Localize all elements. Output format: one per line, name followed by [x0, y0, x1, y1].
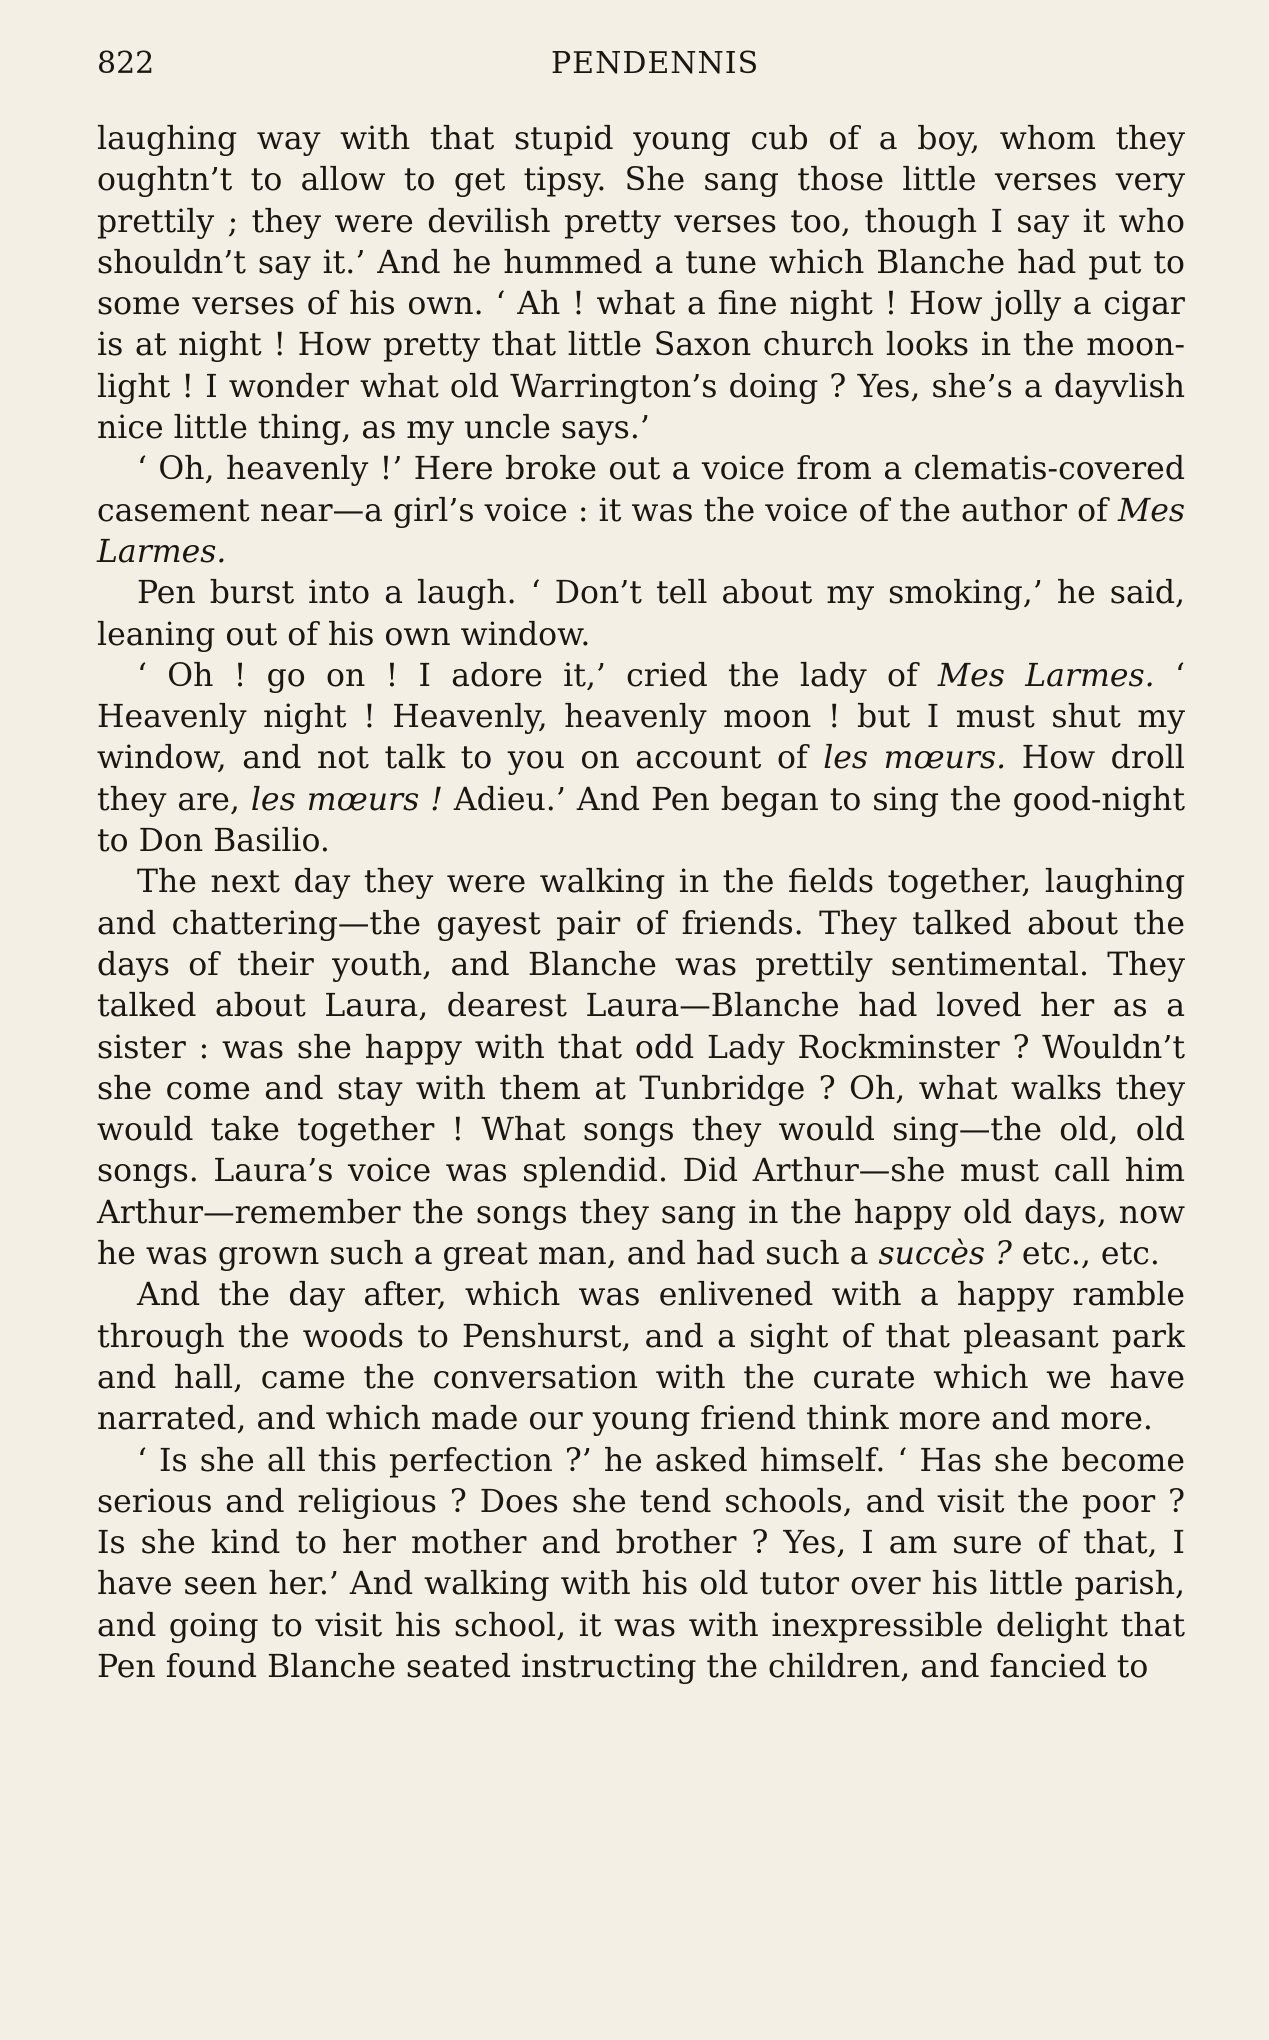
text-run: ‘ Is she all this perfection ?’ he asked himself. ‘ Has she become serious and religious ? Does she tend schools, and visit the poor ? Is she kind to her mother and brother ? Yes, I am sure of that, I have seen her.’ And walking with his old tutor over his little parish, and going to visit his school, it was with inexpressible delight that Pen found Blanche seated instructing the children, and fancied to — [97, 1442, 1185, 1685]
text-run: The next day they were walking in the fields together, laughing and chattering—the gayest pair of friends. They talked about the days of their youth, and Blanche was prettily sentimental. They talked about Laura, dearest Laura—Blanche had loved her as a sister : was she happy with that odd Lady Rockminster ? Wouldn’t she come and stay with them at Tunbridge ? Oh, what walks they would take together ! What songs they would sing—the old, old songs. Laura’s voice was splendid. Did Arthur—she must call him Arthur—remember the songs they sang in the happy old days, now he was grown such a great man, and had such a — [97, 864, 1185, 1273]
paragraph — [97, 573, 1185, 656]
text-run: How droll they are, — [97, 740, 1186, 818]
paragraph — [97, 119, 1185, 449]
italic-text: les mœurs ! — [250, 781, 443, 818]
text-run: ‘ Oh ! go on ! I adore it,’ cried the lady of — [137, 657, 938, 694]
italic-text: succès ? — [878, 1236, 1012, 1273]
paragraph — [97, 449, 1185, 573]
paragraph — [97, 656, 1185, 862]
running-head — [97, 46, 1185, 86]
text-run: Pen burst into a laugh. ‘ Don’t tell about my smoking,’ he said, leaning out of his own window. — [97, 575, 1185, 653]
text-run: laughing way with that stupid young cub of a boy, whom they oughtn’t to allow to get tipsy. She sang those little verses very prettily ; they were devilish pretty verses too, though I say it who shouldn’t say it.’ And he hummed a tune which Blanche had put to some verses of his own. ‘ Ah ! what a fine night ! How jolly a cigar is at night ! How pretty that little Saxon church looks in the moon-light ! I wonder what old Warrington’s doing ? Yes, she’s a dayvlish nice little thing, as my uncle says.’ — [97, 121, 1185, 447]
page-number: 822 — [97, 46, 155, 81]
paragraph — [97, 1441, 1185, 1689]
text-run: ‘ Oh, heavenly !’ Here broke out a voice from a clematis-covered casement near—a girl’s voice : it was the voice of the author of — [97, 451, 1185, 529]
text-run: And the day after, which was enlivened with a happy ramble through the woods to Penshurst, and a sight of that pleasant park and hall, came the conversation with the curate which we have narrated, and which made our young friend think more and more. — [97, 1277, 1185, 1438]
italic-text: les mœurs. — [823, 740, 1007, 777]
text-run: etc., etc. — [1011, 1236, 1160, 1273]
italic-text: Mes Larmes. — [937, 657, 1155, 694]
text-run: Adieu.’ And Pen began to sing the good-night to Don Basilio. — [97, 781, 1185, 860]
text-run: ‘ Heavenly night ! Heavenly, heavenly moon ! but I must shut my window, and not talk to you on account of — [97, 657, 1185, 777]
paragraph — [97, 862, 1185, 1275]
paragraph — [97, 1275, 1185, 1440]
running-title: PENDENNIS — [551, 46, 760, 81]
body-text — [97, 119, 1185, 1688]
italic-text: Mes Larmes. — [97, 492, 1185, 570]
